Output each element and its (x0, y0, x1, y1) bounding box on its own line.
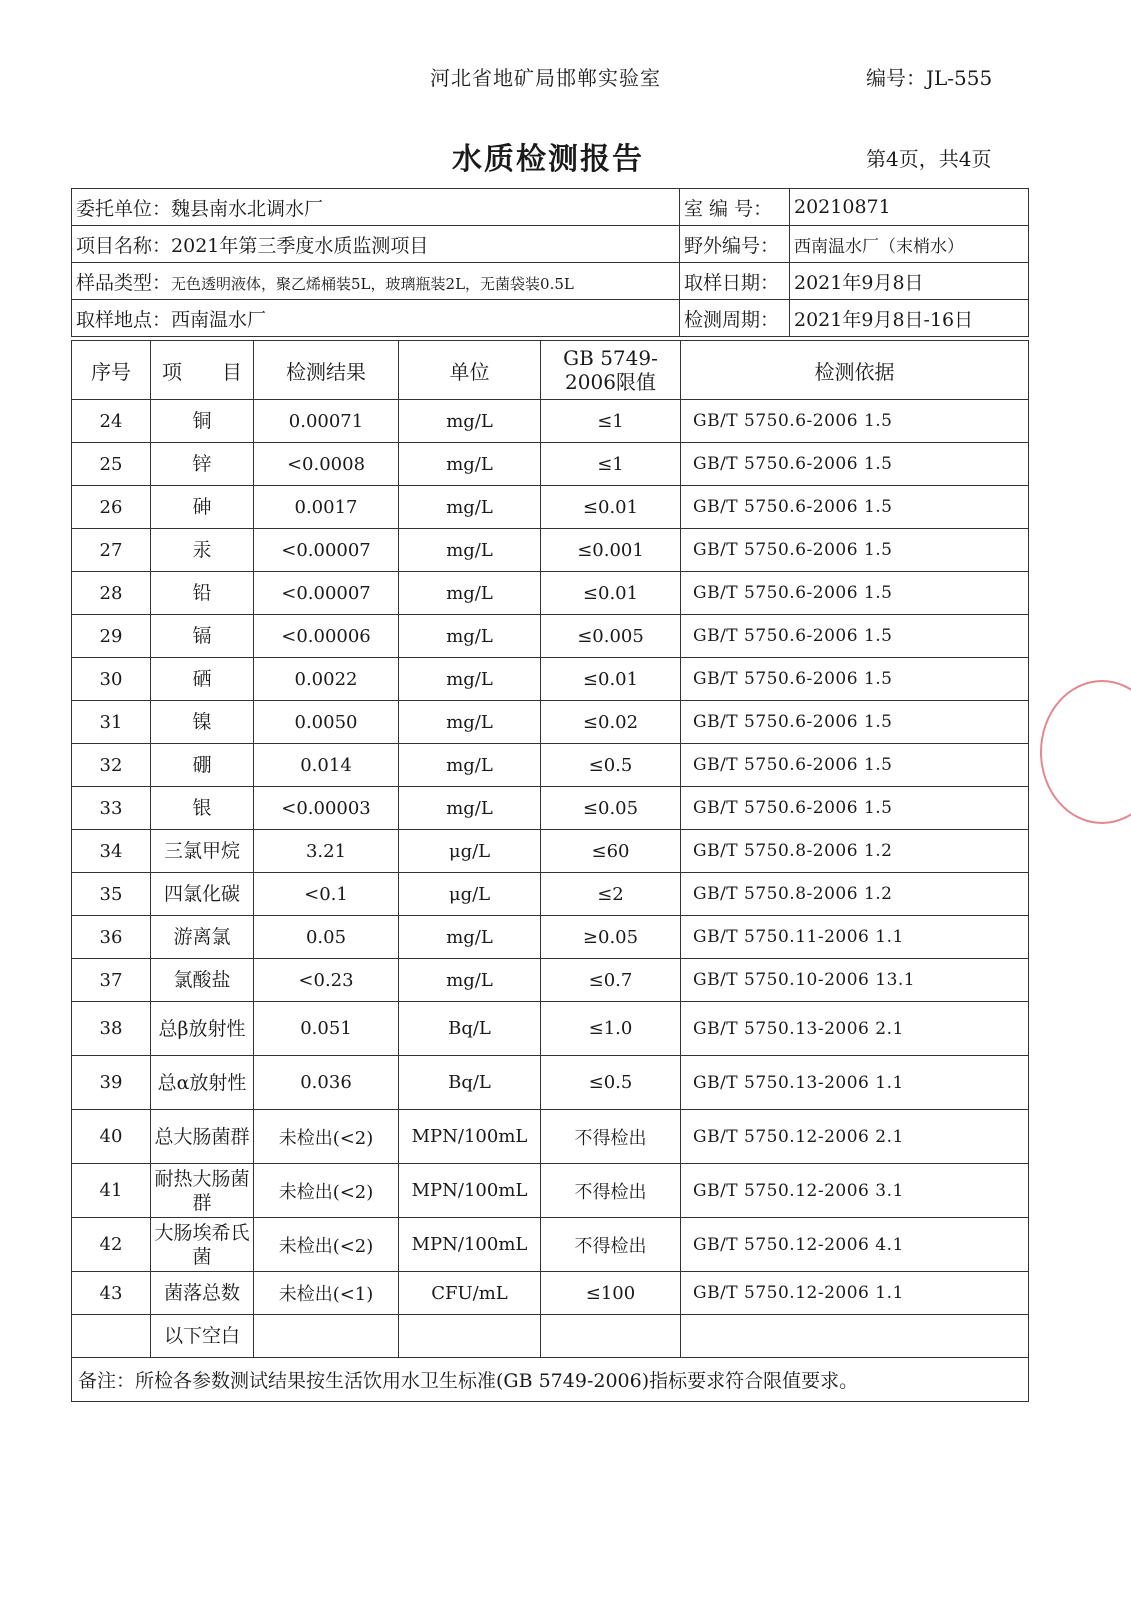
end-limit-cell (541, 1315, 681, 1358)
row-basis: GB/T 5750.6-2006 1.5 (681, 529, 1029, 572)
row-result: <0.00007 (254, 572, 399, 615)
row-limit: ≤0.005 (541, 615, 681, 658)
row-item: 四氯化碳 (151, 873, 254, 916)
row-basis: GB/T 5750.12-2006 4.1 (681, 1218, 1029, 1272)
row-basis: GB/T 5750.6-2006 1.5 (681, 787, 1029, 830)
header-seq: 序号 (72, 341, 151, 400)
client-label: 委托单位： (76, 197, 172, 220)
results-table (71, 340, 1029, 1402)
row-unit: mg/L (399, 787, 541, 830)
row-unit: CFU/mL (399, 1272, 541, 1315)
page-info: 第4页，共4页 (866, 147, 992, 171)
row-item: 铅 (151, 572, 254, 615)
location-label: 取样地点： (76, 308, 172, 331)
row-seq: 28 (72, 572, 151, 615)
row-unit: mg/L (399, 486, 541, 529)
row-limit: ≤1 (541, 400, 681, 443)
row-item: 氯酸盐 (151, 959, 254, 1002)
row-unit: mg/L (399, 744, 541, 787)
row-unit: MPN/100mL (399, 1110, 541, 1164)
row-seq: 41 (72, 1164, 151, 1218)
results-header-row (72, 341, 1029, 400)
row-item: 游离氯 (151, 916, 254, 959)
row-unit: mg/L (399, 529, 541, 572)
row-limit: 不得检出 (541, 1218, 681, 1272)
row-item: 汞 (151, 529, 254, 572)
row-item: 菌落总数 (151, 1272, 254, 1315)
row-basis: GB/T 5750.6-2006 1.5 (681, 572, 1029, 615)
row-seq: 34 (72, 830, 151, 873)
row-unit: Bq/L (399, 1002, 541, 1056)
table-row (72, 400, 1029, 443)
sample-type-value: 无色透明液体，聚乙烯桶装5L，玻璃瓶装2L，无菌袋装0.5L (171, 274, 574, 293)
row-basis: GB/T 5750.12-2006 1.1 (681, 1272, 1029, 1315)
table-row (72, 1164, 1029, 1218)
row-limit: 不得检出 (541, 1110, 681, 1164)
end-text: 以下空白 (151, 1315, 254, 1358)
row-item: 砷 (151, 486, 254, 529)
row-result: 0.051 (254, 1002, 399, 1056)
row-basis: GB/T 5750.10-2006 13.1 (681, 959, 1029, 1002)
row-limit: ≤0.5 (541, 744, 681, 787)
row-result: <0.0008 (254, 443, 399, 486)
row-result: 0.0017 (254, 486, 399, 529)
row-seq: 40 (72, 1110, 151, 1164)
row-seq: 27 (72, 529, 151, 572)
row-seq: 35 (72, 873, 151, 916)
row-item: 总α放射性 (151, 1056, 254, 1110)
row-result: <0.1 (254, 873, 399, 916)
client-value: 魏县南水北调水厂 (171, 197, 324, 220)
row-basis: GB/T 5750.6-2006 1.5 (681, 615, 1029, 658)
row-unit: MPN/100mL (399, 1164, 541, 1218)
row-seq: 26 (72, 486, 151, 529)
row-seq: 36 (72, 916, 151, 959)
row-result: 0.00071 (254, 400, 399, 443)
row-basis: GB/T 5750.8-2006 1.2 (681, 830, 1029, 873)
row-limit: ≤0.01 (541, 572, 681, 615)
location-value: 西南温水厂 (171, 308, 267, 331)
report-title: 水质检测报告 (452, 142, 644, 177)
row-result: <0.00003 (254, 787, 399, 830)
row-unit: mg/L (399, 959, 541, 1002)
row-result: 0.014 (254, 744, 399, 787)
table-row (72, 529, 1029, 572)
row-seq: 32 (72, 744, 151, 787)
row-limit: ≤100 (541, 1272, 681, 1315)
end-result-cell (254, 1315, 399, 1358)
row-unit: mg/L (399, 615, 541, 658)
table-row (72, 486, 1029, 529)
remark-row (72, 1358, 1029, 1402)
row-seq: 39 (72, 1056, 151, 1110)
table-row (72, 916, 1029, 959)
row-unit: mg/L (399, 658, 541, 701)
table-row (72, 959, 1029, 1002)
sample-date-value: 2021年9月8日 (790, 263, 1029, 300)
table-row (72, 787, 1029, 830)
row-limit: ≤1 (541, 443, 681, 486)
row-result: <0.00007 (254, 529, 399, 572)
room-no-value: 20210871 (790, 189, 1029, 226)
row-seq: 38 (72, 1002, 151, 1056)
end-unit-cell (399, 1315, 541, 1358)
row-seq: 29 (72, 615, 151, 658)
field-no-value: 西南温水厂（末梢水） (790, 226, 1029, 263)
project-value: 2021年第三季度水质监测项目 (171, 234, 429, 257)
row-seq: 33 (72, 787, 151, 830)
row-limit: ≤0.01 (541, 658, 681, 701)
location-cell (72, 300, 680, 337)
row-unit: mg/L (399, 400, 541, 443)
sample-date-label: 取样日期： (680, 263, 790, 300)
row-basis: GB/T 5750.12-2006 2.1 (681, 1110, 1029, 1164)
header-result: 检测结果 (254, 341, 399, 400)
row-limit: 不得检出 (541, 1164, 681, 1218)
red-seal-stamp (1040, 680, 1131, 824)
table-row (72, 1272, 1029, 1315)
table-row (72, 744, 1029, 787)
row-unit: mg/L (399, 572, 541, 615)
row-item: 硒 (151, 658, 254, 701)
row-result: 0.0050 (254, 701, 399, 744)
row-item: 耐热大肠菌群 (151, 1164, 254, 1218)
table-row (72, 1002, 1029, 1056)
row-item: 三氯甲烷 (151, 830, 254, 873)
row-limit: ≥0.05 (541, 916, 681, 959)
row-limit: ≤0.01 (541, 486, 681, 529)
row-limit: ≤0.5 (541, 1056, 681, 1110)
table-row (72, 1110, 1029, 1164)
row-unit: Bq/L (399, 1056, 541, 1110)
row-result: 3.21 (254, 830, 399, 873)
table-row (72, 443, 1029, 486)
row-limit: ≤0.05 (541, 787, 681, 830)
row-item: 银 (151, 787, 254, 830)
row-basis: GB/T 5750.6-2006 1.5 (681, 658, 1029, 701)
table-row (72, 658, 1029, 701)
row-seq: 24 (72, 400, 151, 443)
row-item: 硼 (151, 744, 254, 787)
row-item: 镍 (151, 701, 254, 744)
row-result: <0.00006 (254, 615, 399, 658)
row-seq: 42 (72, 1218, 151, 1272)
table-row (72, 873, 1029, 916)
header-limit-line1: GB 5749- (563, 346, 658, 370)
header-item: 项 目 (151, 341, 254, 400)
table-row (72, 572, 1029, 615)
row-result: 未检出(<1) (254, 1272, 399, 1315)
row-basis: GB/T 5750.6-2006 1.5 (681, 400, 1029, 443)
row-limit: ≤0.001 (541, 529, 681, 572)
row-seq: 43 (72, 1272, 151, 1315)
row-result: 未检出(<2) (254, 1164, 399, 1218)
end-seq-cell (72, 1315, 151, 1358)
row-limit: ≤0.02 (541, 701, 681, 744)
row-result: 0.05 (254, 916, 399, 959)
row-basis: GB/T 5750.12-2006 3.1 (681, 1164, 1029, 1218)
header-unit: 单位 (399, 341, 541, 400)
row-result: 0.036 (254, 1056, 399, 1110)
project-label: 项目名称： (76, 234, 172, 257)
sample-type-label: 样品类型： (76, 271, 172, 294)
table-row (72, 1218, 1029, 1272)
client-cell (72, 189, 680, 226)
info-row-project (72, 226, 1029, 263)
row-basis: GB/T 5750.6-2006 1.5 (681, 443, 1029, 486)
row-unit: mg/L (399, 443, 541, 486)
row-basis: GB/T 5750.13-2006 1.1 (681, 1056, 1029, 1110)
field-no-label: 野外编号： (680, 226, 790, 263)
row-seq: 37 (72, 959, 151, 1002)
row-item: 锌 (151, 443, 254, 486)
row-limit: ≤2 (541, 873, 681, 916)
row-limit: ≤0.7 (541, 959, 681, 1002)
row-item: 大肠埃希氏菌 (151, 1218, 254, 1272)
row-unit: MPN/100mL (399, 1218, 541, 1272)
row-item: 总大肠菌群 (151, 1110, 254, 1164)
row-result: 0.0022 (254, 658, 399, 701)
row-item: 镉 (151, 615, 254, 658)
sample-info-table (71, 188, 1029, 337)
row-item: 总β放射性 (151, 1002, 254, 1056)
header-limit (541, 341, 681, 400)
row-basis: GB/T 5750.11-2006 1.1 (681, 916, 1029, 959)
row-limit: ≤1.0 (541, 1002, 681, 1056)
table-row (72, 615, 1029, 658)
header-basis: 检测依据 (681, 341, 1029, 400)
row-basis: GB/T 5750.13-2006 2.1 (681, 1002, 1029, 1056)
end-basis-cell (681, 1315, 1029, 1358)
row-basis: GB/T 5750.6-2006 1.5 (681, 486, 1029, 529)
header-limit-line2: 2006限值 (565, 370, 656, 394)
row-seq: 30 (72, 658, 151, 701)
sample-type-cell (72, 263, 680, 300)
row-unit: μg/L (399, 830, 541, 873)
table-row (72, 1056, 1029, 1110)
info-row-location (72, 300, 1029, 337)
room-no-label: 室 编 号： (680, 189, 790, 226)
row-unit: mg/L (399, 916, 541, 959)
period-value: 2021年9月8日-16日 (790, 300, 1029, 337)
row-basis: GB/T 5750.6-2006 1.5 (681, 701, 1029, 744)
row-result: 未检出(<2) (254, 1218, 399, 1272)
row-result: <0.23 (254, 959, 399, 1002)
row-basis: GB/T 5750.8-2006 1.2 (681, 873, 1029, 916)
period-label: 检测周期： (680, 300, 790, 337)
table-row (72, 830, 1029, 873)
lab-name: 河北省地矿局邯郸实验室 (430, 66, 661, 90)
info-row-client (72, 189, 1029, 226)
info-row-sample-type (72, 263, 1029, 300)
row-result: 未检出(<2) (254, 1110, 399, 1164)
table-row (72, 701, 1029, 744)
row-seq: 31 (72, 701, 151, 744)
end-row (72, 1315, 1029, 1358)
row-seq: 25 (72, 443, 151, 486)
row-limit: ≤60 (541, 830, 681, 873)
row-basis: GB/T 5750.6-2006 1.5 (681, 744, 1029, 787)
remark-text: 备注：所检各参数测试结果按生活饮用水卫生标准(GB 5749-2006)指标要求符合限值要求。 (72, 1358, 1029, 1402)
project-cell (72, 226, 680, 263)
row-unit: μg/L (399, 873, 541, 916)
row-item: 铜 (151, 400, 254, 443)
row-unit: mg/L (399, 701, 541, 744)
document-number: 编号：JL-555 (866, 66, 993, 90)
